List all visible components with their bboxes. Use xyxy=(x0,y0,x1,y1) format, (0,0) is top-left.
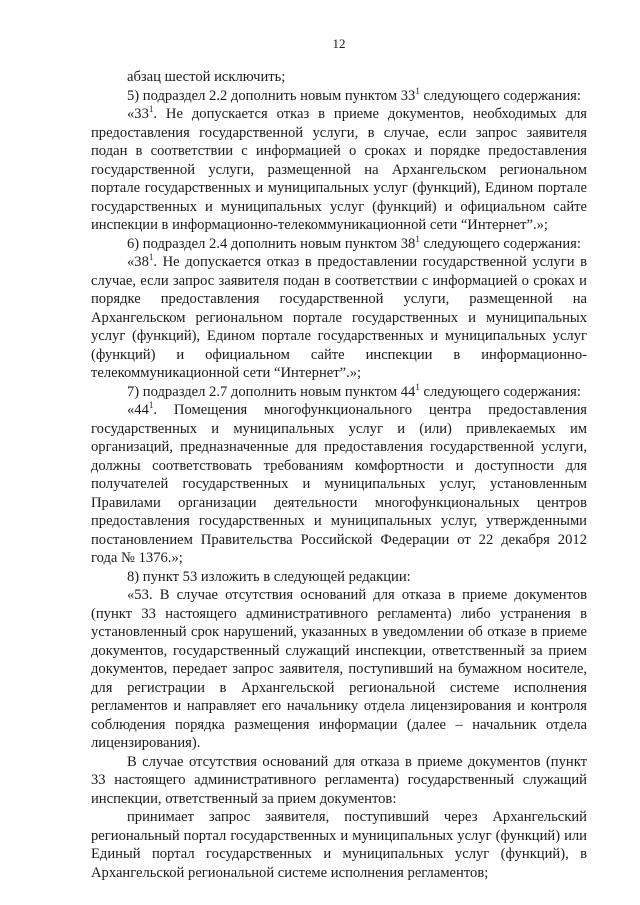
superscript: 1 xyxy=(148,104,154,114)
text-run: абзац шестой исключить; xyxy=(127,69,286,85)
text-run: следующего содержания: xyxy=(419,87,581,104)
text-run: «44 xyxy=(127,402,149,418)
text-run: . Помещения многофункционального центра предоставления государственных и муниципальных услуг и (или) привлекаемых им организаций, предназначенные для предоставления государственной услуги, должны соответствовать требованиям комфортности и доступности для получателей государственных и муниципальных услуг, установленным Правилами организации деятельности многофункциональных центров предоставления государственных и муниципальных услуг, утвержденными постановлением Правительства Российской Федерации от 22 декабря 2012 года № 1376.»; xyxy=(91,402,587,566)
superscript: 1 xyxy=(415,381,420,392)
superscript: 1 xyxy=(415,85,420,96)
text-run: «38 xyxy=(127,254,149,270)
paragraph-item-7 xyxy=(91,383,587,402)
text-run: В случае отсутствия оснований для отказа в приеме документов (пункт 33 настоящего административного регламента) государственный служащий инспекции, ответственный за прием документов: xyxy=(91,753,587,807)
paragraph-point-44-1 xyxy=(91,401,587,568)
page-number: 12 xyxy=(332,36,346,51)
text-run: «33 xyxy=(127,106,149,122)
paragraph-point-53 xyxy=(91,586,587,753)
text-run: следующего содержания: xyxy=(419,383,581,400)
text-run: «53. В случае отсутствия оснований для отказа в приеме документов (пункт 33 настоящего административного регламента) либо устранения в установленный срок нарушений, указанных в уведомлении об отказе в приеме документов, государственный служащий инспекции, ответственный за прием документов, передает запрос заявителя, поступивший на бумажном носителе, для регистрации в Архангельской региональной системе исполнения регламентов и направляет его начальнику отдела лицензирования и контроля соблюдения порядка размещения информации (далее – начальник отдела лицензирования). xyxy=(91,587,587,751)
document-body xyxy=(91,68,587,882)
paragraph-item-6 xyxy=(91,235,587,254)
text-run: . Не допускается отказ в предоставлении государственной услуги в случае, если запрос заявителя подан в соответствии с информацией о сроках и порядке предоставления государственной услуги, размещенной на Архангельском региональном портале государственных и муниципальных услуг (функций), Едином портале государственных и муниципальных услуг (функций) и официальном сайте инспекции в информационно-телекоммуникационной сети “Интернет”.»; xyxy=(91,254,587,381)
text-run: 8) пункт 53 изложить в следующей редакции: xyxy=(127,568,411,585)
text-run: . Не допускается отказ в приеме документов, необходимых для предоставления государственной услуги, в случае, если запрос заявителя подан в соответствии с информацией о сроках и порядке предоставления государственной услуги, размещенной на Архангельском региональном портале государственных и муниципальных услуг (функций), Едином портале государственных и муниципальных услуг (функций) и официальном сайте инспекции в информационно-телекоммуникационной сети “Интернет”.»; xyxy=(91,106,587,233)
text-run: принимает запрос заявителя, поступивший через Архангельский региональный портал государственных и муниципальных услуг (функций) или Единый портал государственных и муниципальных услуг (функций), в Архангельской региональной системе исполнения регламентов; xyxy=(91,809,587,881)
superscript: 1 xyxy=(415,233,420,244)
superscript: 1 xyxy=(148,400,154,410)
text-run: следующего содержания: xyxy=(419,235,581,252)
text-run: 5) подраздел 2.2 дополнить новым пунктом 33 xyxy=(127,87,416,104)
paragraph-item-5 xyxy=(91,87,587,106)
paragraph-accepts-request xyxy=(91,808,587,882)
paragraph-no-refusal xyxy=(91,753,587,809)
paragraph-point-38-1 xyxy=(91,253,587,383)
paragraph-point-33-1 xyxy=(91,105,587,235)
superscript: 1 xyxy=(148,252,154,262)
text-run: 6) подраздел 2.4 дополнить новым пунктом 38 xyxy=(127,235,416,252)
paragraph-item-8 xyxy=(91,568,587,587)
text-run: 7) подраздел 2.7 дополнить новым пунктом 44 xyxy=(127,383,416,400)
paragraph-p1 xyxy=(91,68,587,87)
